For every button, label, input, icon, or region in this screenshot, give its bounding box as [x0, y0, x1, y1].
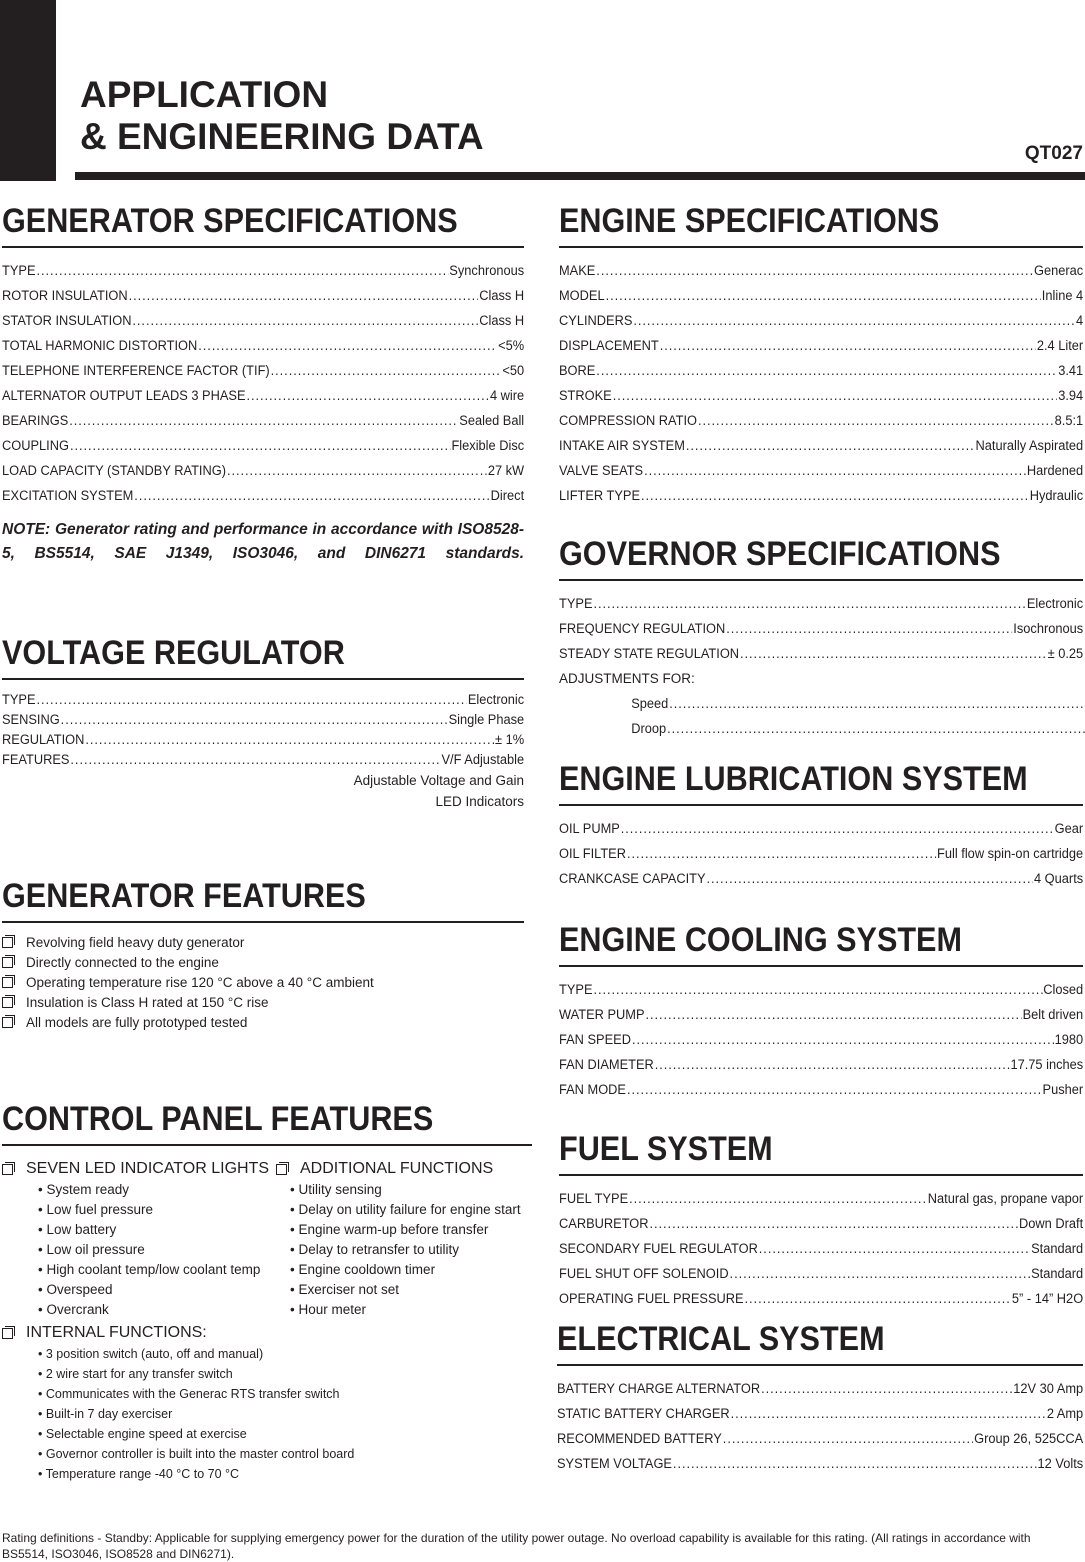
bullet-item: • Hour meter [276, 1300, 536, 1320]
spec-value: Natural gas, propane vapor [927, 1191, 1084, 1206]
dot-leader [667, 716, 1085, 741]
spec-value: 4 [1076, 313, 1084, 328]
section-rule [2, 921, 524, 923]
dot-leader [627, 1077, 1042, 1102]
bullet-item: • Low fuel pressure [2, 1200, 272, 1220]
spec-value: V/F Adjustable [441, 752, 525, 767]
spec-value: Isochronous [1013, 621, 1084, 636]
spec-row [559, 1027, 1083, 1052]
spec-row [559, 841, 1083, 866]
spec-value: ± 1% [495, 732, 525, 747]
document-code: QT027 [1024, 143, 1083, 164]
spec-value: 27 kW [487, 463, 525, 478]
bullet-item: • Communicates with the Generac RTS transfer switch [2, 1384, 272, 1404]
spec-row [559, 1261, 1083, 1286]
spec-value: Down Draft [1019, 1216, 1084, 1231]
spec-row [559, 1002, 1083, 1027]
electrical-section [557, 1318, 1083, 1476]
dot-leader [644, 458, 1026, 483]
spec-value: Belt driven [1022, 1007, 1084, 1022]
corner-block [0, 0, 56, 181]
dot-leader [593, 591, 1025, 616]
section-heading: FUEL SYSTEM [559, 1130, 773, 1168]
checkbox-icon [276, 1164, 287, 1175]
checkbox-icon [2, 1164, 13, 1175]
bullet-item: • Low battery [2, 1220, 272, 1240]
bullet-item: • Delay on utility failure for engine start [276, 1200, 536, 1220]
checkbox-icon [2, 997, 13, 1008]
spec-value: Standard [1031, 1266, 1084, 1281]
spec-label: STATOR INSULATION [2, 313, 132, 328]
dot-leader [36, 690, 466, 710]
spec-value: Hydraulic [1029, 488, 1084, 503]
generator-features-section [2, 875, 524, 1033]
section-rule [559, 246, 1083, 248]
spec-value: Full flow spin-on cartridge [937, 846, 1084, 861]
spec-label: OPERATING FUEL PRESSURE [559, 1291, 744, 1306]
spec-value: Naturally Aspirated [975, 438, 1084, 453]
spec-row [559, 433, 1083, 458]
spec-label: FUEL SHUT OFF SOLENOID [559, 1266, 729, 1281]
checkbox-icon [2, 937, 13, 948]
dot-leader [632, 1027, 1054, 1052]
spec-label: FAN DIAMETER [559, 1057, 654, 1072]
checkbox-icon [2, 957, 13, 968]
dot-leader [70, 750, 440, 770]
bullet-item: • Overspeed [2, 1280, 272, 1300]
section-heading: ENGINE LUBRICATION SYSTEM [559, 760, 1028, 798]
spec-row [559, 866, 1083, 891]
section-rule [559, 579, 1083, 581]
control-panel-section [2, 1098, 532, 1156]
section-heading: GOVERNOR SPECIFICATIONS [559, 535, 1001, 573]
feature-extra: LED Indicators [435, 794, 524, 809]
spec-label: CYLINDERS [559, 313, 633, 328]
spec-label: STEADY STATE REGULATION [559, 646, 740, 661]
spec-label: RECOMMENDED BATTERY [557, 1431, 722, 1446]
spec-row [2, 690, 524, 710]
spec-label: REGULATION [2, 732, 85, 747]
page-title [80, 74, 484, 158]
dot-leader [613, 383, 1058, 408]
fuel-section [559, 1128, 1083, 1311]
governor-specs-section [559, 533, 1083, 741]
spec-value: Gear [1054, 821, 1084, 836]
spec-label: BEARINGS [2, 413, 69, 428]
dot-leader [198, 333, 497, 358]
dot-leader [759, 1236, 1030, 1261]
spec-label: TELEPHONE INTERFERENCE FACTOR (TIF) [2, 363, 270, 378]
spec-row [559, 483, 1083, 508]
spec-label: ROTOR INSULATION [2, 288, 128, 303]
dot-leader [761, 1376, 1012, 1401]
spec-label: LIFTER TYPE [559, 488, 641, 503]
bullet-item: • Delay to retransfer to utility [276, 1240, 536, 1260]
dot-leader [85, 730, 494, 750]
feature-list [2, 933, 524, 1033]
feature-item: Operating temperature rise 120 °C above a 40 °C ambient [2, 973, 524, 993]
spec-value: Closed [1043, 982, 1084, 997]
feature-item: Revolving field heavy duty generator [2, 933, 524, 953]
spec-label: VALVE SEATS [559, 463, 644, 478]
section-rule [559, 965, 1083, 967]
dot-leader [132, 308, 478, 333]
spec-label: CRANKCASE CAPACITY [559, 871, 706, 886]
spec-label: OIL PUMP [559, 821, 620, 836]
spec-row [559, 308, 1083, 333]
spec-label: SYSTEM VOLTAGE [557, 1456, 672, 1471]
spec-row [2, 383, 524, 408]
spec-value: Inline 4 [1041, 288, 1084, 303]
dot-leader [621, 816, 1054, 841]
spec-value: Class H [479, 288, 525, 303]
section-rule [559, 804, 1083, 806]
dot-leader [69, 408, 458, 433]
spec-value: ± 0.25 [1047, 646, 1084, 661]
checkbox-icon [2, 1328, 13, 1339]
spec-value: 3.94 [1058, 388, 1084, 403]
dot-leader [129, 283, 479, 308]
dot-leader [70, 433, 451, 458]
spec-row [2, 258, 524, 283]
spec-row [559, 691, 1085, 716]
spec-label: FUEL TYPE [559, 1191, 629, 1206]
spec-value: 2.4 Liter [1036, 338, 1084, 353]
dot-leader [606, 283, 1041, 308]
section-heading: ENGINE COOLING SYSTEM [559, 921, 962, 959]
bullet-item: • Temperature range -40 °C to 70 °C [2, 1464, 272, 1484]
bullet-item: • Exerciser not set [276, 1280, 536, 1300]
bullet-item: • Selectable engine speed at exercise [2, 1424, 272, 1444]
spec-row [2, 308, 524, 333]
spec-row [559, 1052, 1083, 1077]
spec-row [559, 1211, 1083, 1236]
spec-label: TOTAL HARMONIC DISTORTION [2, 338, 198, 353]
spec-value: 2 Amp [1046, 1406, 1084, 1421]
spec-row [559, 716, 1085, 741]
spec-row [2, 433, 524, 458]
dot-leader [61, 710, 448, 730]
spec-label: INTAKE AIR SYSTEM [559, 438, 685, 453]
dot-leader [669, 691, 1085, 716]
spec-label: FAN SPEED [559, 1032, 631, 1047]
feature-item: Directly connected to the engine [2, 953, 524, 973]
spec-value: 17.75 inches [1010, 1057, 1084, 1072]
spec-row [557, 1426, 1083, 1451]
spec-label: COUPLING [2, 438, 69, 453]
spec-value: 3.41 [1058, 363, 1084, 378]
spec-label: DISPLACEMENT [559, 338, 659, 353]
spec-label: FREQUENCY REGULATION [559, 621, 726, 636]
spec-value: Single Phase [448, 712, 525, 727]
spec-label: FAN MODE [559, 1082, 626, 1097]
spec-row [2, 710, 524, 730]
feature-item: All models are fully prototyped tested [2, 1013, 524, 1033]
dot-leader [641, 483, 1029, 508]
spec-value: Electronic [1026, 596, 1084, 611]
dot-leader [745, 1286, 1011, 1311]
spec-label: STROKE [559, 388, 612, 403]
spec-label: TYPE [2, 263, 36, 278]
dot-leader [227, 458, 487, 483]
spec-row [559, 1236, 1083, 1261]
dot-leader [730, 1261, 1031, 1286]
feature-item: Insulation is Class H rated at 150 °C rise [2, 993, 524, 1013]
spec-label: TYPE [559, 982, 593, 997]
cooling-section [559, 919, 1083, 1102]
section-heading: CONTROL PANEL FEATURES [2, 1100, 434, 1138]
spec-label: SENSING [2, 712, 60, 727]
spec-label: CARBURETOR [559, 1216, 649, 1231]
dot-leader [655, 1052, 1010, 1077]
bullet-item: • Built-in 7 day exerciser [2, 1404, 272, 1424]
spec-label: TYPE [559, 596, 593, 611]
spec-label: SECONDARY FUEL REGULATOR [559, 1241, 758, 1256]
spec-value: 8.5:1 [1054, 413, 1084, 428]
section-heading: GENERATOR FEATURES [2, 877, 366, 915]
spec-value: Class H [479, 313, 525, 328]
title-rule [75, 172, 1085, 180]
internal-heading: INTERNAL FUNCTIONS: [2, 1322, 272, 1344]
lubrication-section [559, 758, 1083, 891]
spec-label: BORE [559, 363, 596, 378]
spec-row [557, 1376, 1083, 1401]
dot-leader [660, 333, 1036, 358]
spec-row [557, 1451, 1083, 1476]
spec-label: COMPRESSION RATIO [559, 413, 698, 428]
spec-value: Synchronous [449, 263, 525, 278]
spec-row [2, 750, 524, 770]
dot-leader [596, 258, 1033, 283]
bullet-item: • 2 wire start for any transfer switch [2, 1364, 272, 1384]
dot-leader [629, 1186, 927, 1211]
spec-row [559, 358, 1083, 383]
spec-label: Droop [631, 721, 667, 736]
spec-row [559, 816, 1083, 841]
spec-value: Group 26, 525CCA [974, 1431, 1084, 1446]
spec-label: OIL FILTER [559, 846, 626, 861]
spec-label: FEATURES [2, 752, 70, 767]
section-heading: GENERATOR SPECIFICATIONS [2, 202, 458, 240]
dot-leader [633, 308, 1075, 333]
dot-leader [726, 616, 1012, 641]
dot-leader [723, 1426, 973, 1451]
spec-row [559, 1286, 1083, 1311]
dot-leader [686, 433, 975, 458]
section-heading: VOLTAGE REGULATOR [2, 634, 345, 672]
spec-label: LOAD CAPACITY (STANDBY RATING) [2, 463, 227, 478]
generator-specs-section [2, 200, 524, 566]
led-heading: SEVEN LED INDICATOR LIGHTS [2, 1158, 272, 1180]
spec-value: Hardened [1026, 463, 1084, 478]
spec-row [559, 1186, 1083, 1211]
rating-definitions-footer: Rating definitions - Standby: Applicable for supplying emergency power for the duration of the utility power outage. No overload capability is available for this rating. (All ratings in accordance with BS5514, ISO3046, ISO8528 and DIN6271). [2, 1531, 1031, 1561]
bullet-item: • Overcrank [2, 1300, 272, 1320]
spec-row [559, 591, 1083, 616]
engine-specs-section [559, 200, 1083, 508]
spec-row [2, 358, 524, 383]
spec-value: 1980 [1054, 1032, 1084, 1047]
section-rule [2, 678, 524, 680]
spec-value: 12V 30 Amp [1013, 1381, 1084, 1396]
spec-row [2, 483, 524, 508]
dot-leader [627, 841, 936, 866]
spec-value: Sealed Ball [459, 413, 525, 428]
bullet-item: • System ready [2, 1180, 272, 1200]
dot-leader [36, 258, 448, 283]
spec-row [2, 458, 524, 483]
spec-row [2, 408, 524, 433]
spec-value: 4 Quarts [1033, 871, 1084, 886]
checkbox-icon [2, 977, 13, 988]
checkbox-icon [2, 1017, 13, 1028]
dot-leader [707, 866, 1034, 891]
spec-row [559, 458, 1083, 483]
section-heading: ELECTRICAL SYSTEM [557, 1320, 885, 1358]
bullet-item: • 3 position switch (auto, off and manual) [2, 1344, 272, 1364]
feature-extra: Adjustable Voltage and Gain [353, 773, 524, 788]
spec-label: ALTERNATOR OUTPUT LEADS 3 PHASE [2, 388, 246, 403]
bullet-item: • Governor controller is built into the master control board [2, 1444, 272, 1464]
title-line-1: APPLICATION [80, 74, 329, 115]
spec-row [559, 1077, 1083, 1102]
spec-label: MODEL [559, 288, 605, 303]
dot-leader [645, 1002, 1021, 1027]
spec-row [559, 258, 1083, 283]
spec-value: Electronic [467, 692, 525, 707]
spec-label: BATTERY CHARGE ALTERNATOR [557, 1381, 761, 1396]
section-rule [557, 1364, 1083, 1366]
additional-heading: ADDITIONAL FUNCTIONS [276, 1158, 536, 1180]
adjustments-label: ADJUSTMENTS FOR: [559, 671, 695, 686]
additional-functions-column [276, 1158, 536, 1320]
spec-value: Standard [1031, 1241, 1084, 1256]
spec-value: Direct [490, 488, 525, 503]
spec-row [2, 283, 524, 308]
spec-value: 5” - 14” H2O [1011, 1291, 1084, 1306]
spec-row [559, 333, 1083, 358]
bullet-item: • Low oil pressure [2, 1240, 272, 1260]
spec-label: MAKE [559, 263, 596, 278]
spec-row [2, 730, 524, 750]
spec-value: 12 Volts [1037, 1456, 1084, 1471]
section-heading: ENGINE SPECIFICATIONS [559, 202, 940, 240]
spec-label: WATER PUMP [559, 1007, 645, 1022]
spec-row [2, 333, 524, 358]
spec-row [559, 616, 1083, 641]
dot-leader [650, 1211, 1019, 1236]
dot-leader [246, 383, 489, 408]
spec-row [559, 641, 1083, 666]
dot-leader [698, 408, 1054, 433]
section-rule [2, 246, 524, 248]
dot-leader [593, 977, 1042, 1002]
bullet-item: • Engine warm-up before transfer [276, 1220, 536, 1240]
dot-leader [271, 358, 502, 383]
dot-leader [596, 358, 1057, 383]
spec-row [559, 408, 1083, 433]
bullet-item: • Engine cooldown timer [276, 1260, 536, 1280]
voltage-regulator-section [2, 632, 524, 812]
spec-row [559, 977, 1083, 1002]
spec-value: <50 [502, 363, 525, 378]
dot-leader [673, 1451, 1037, 1476]
spec-value: 4 wire [489, 388, 525, 403]
standards-note: NOTE: Generator rating and performance in accordance with ISO8528-5, BS5514, SAE J1349, ISO3046, and DIN6271 standards. [2, 521, 524, 562]
spec-value: Generac [1033, 263, 1084, 278]
bullet-item: • Utility sensing [276, 1180, 536, 1200]
spec-row [559, 283, 1083, 308]
bullet-item: • High coolant temp/low coolant temp [2, 1260, 272, 1280]
dot-leader [134, 483, 489, 508]
spec-label: Speed [631, 696, 669, 711]
spec-row [559, 383, 1083, 408]
spec-row [557, 1401, 1083, 1426]
spec-label: EXCITATION SYSTEM [2, 488, 134, 503]
dot-leader [740, 641, 1047, 666]
section-rule [559, 1174, 1083, 1176]
dot-leader [731, 1401, 1046, 1426]
spec-value: Pusher [1042, 1082, 1084, 1097]
spec-value: Flexible Disc [451, 438, 525, 453]
spec-value: <5% [498, 338, 525, 353]
spec-label: TYPE [2, 692, 36, 707]
spec-label: STATIC BATTERY CHARGER [557, 1406, 730, 1421]
section-rule [2, 1144, 532, 1146]
title-line-2: & ENGINEERING DATA [80, 116, 484, 157]
